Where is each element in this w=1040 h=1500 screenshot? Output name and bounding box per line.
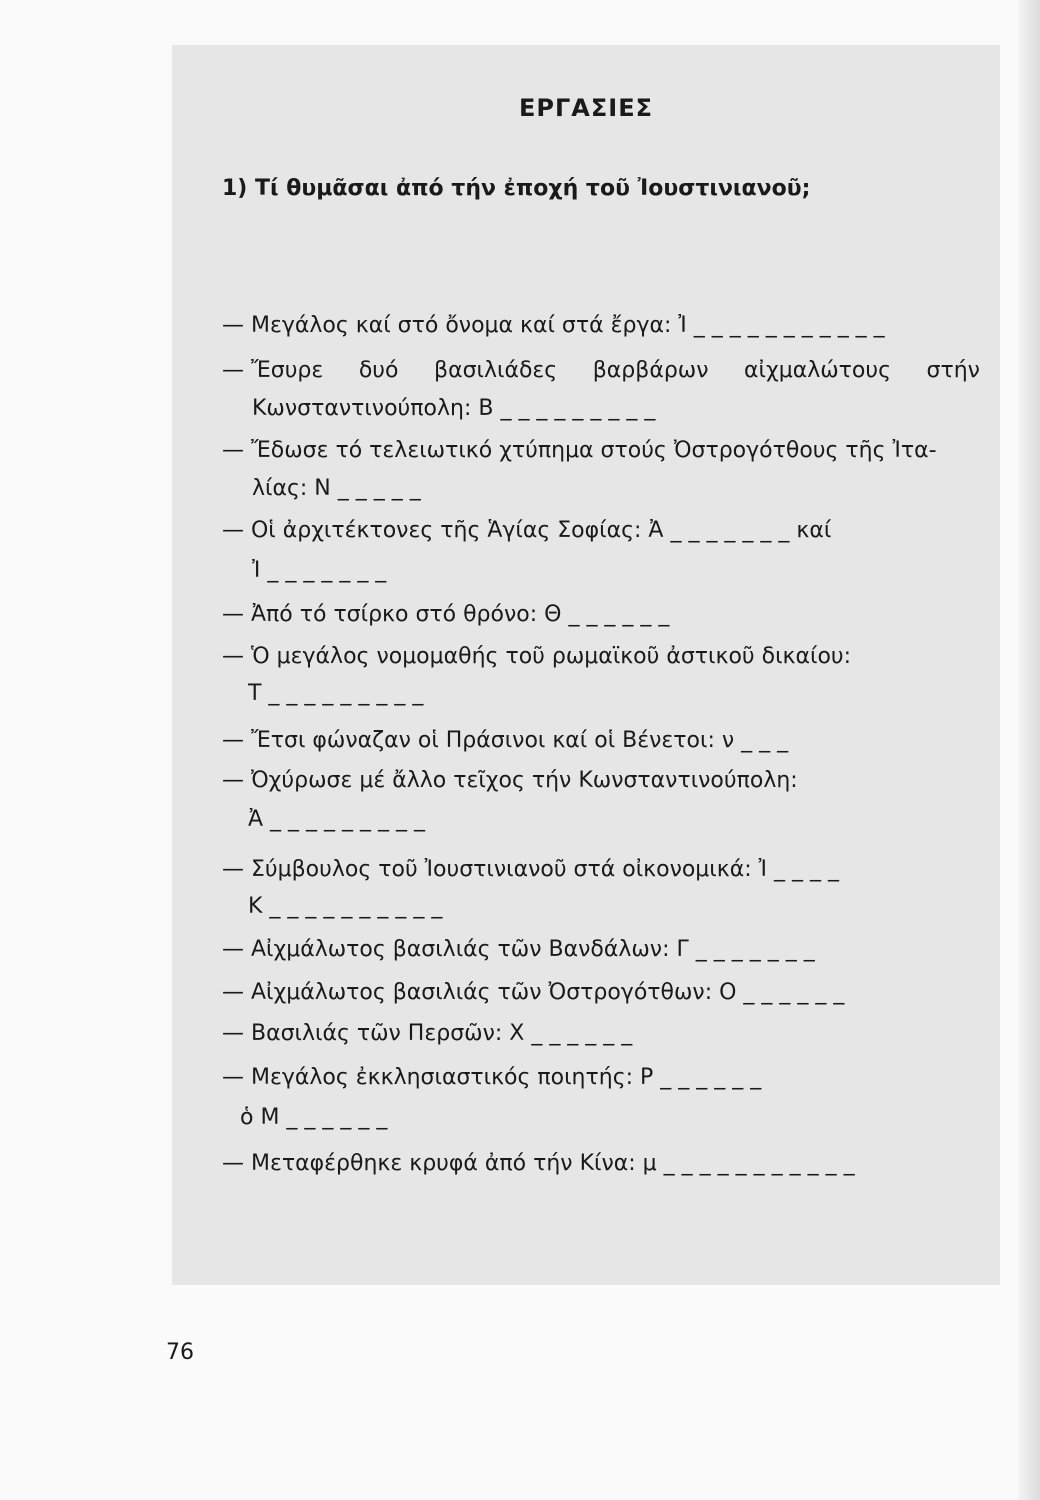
question-heading: 1) Τί θυμᾶσαι ἀπό τήν ἐποχή τοῦ Ἰουστινιανοῦ; [222, 176, 811, 201]
exercise-line-justified [222, 357, 980, 385]
exercise-line: Ἀ _ _ _ _ _ _ _ _ _ [248, 807, 425, 832]
exercise-line: ὁ Μ _ _ _ _ _ _ [240, 1105, 388, 1130]
exercise-line: — Ὀχύρωσε μέ ἄλλο τεῖχος τήν Κωνσταντινούπολη: [222, 768, 798, 793]
exercise-line: — Μεταφέρθηκε κρυφά ἀπό τήν Κίνα: μ _ _ _ _ _ _ _ _ _ _ _ [222, 1151, 855, 1176]
page-number: 76 [166, 1340, 194, 1365]
word: αἰχμαλώτους [744, 358, 891, 383]
exercise-line: — Ἀπό τό τσίρκο στό θρόνο: Θ _ _ _ _ _ _ [222, 602, 670, 627]
exercise-line: — Οἱ ἀρχιτέκτονες τῆς Ἁγίας Σοφίας: Ἀ _ _ _ _ _ _ _ καί [222, 518, 832, 543]
exercise-line: λίας: Ν _ _ _ _ _ [252, 476, 421, 501]
exercise-line: — Ὁ μεγάλος νομομαθής τοῦ ρωμαϊκοῦ ἀστικοῦ δικαίου: [222, 644, 852, 669]
page-title: ΕΡΓΑΣΙΕΣ [519, 94, 653, 122]
exercise-line: — Βασιλιάς τῶν Περσῶν: Χ _ _ _ _ _ _ [222, 1021, 633, 1046]
word: — Ἔσυρε [222, 358, 324, 383]
exercise-line: — Μεγάλος ἐκκλησιαστικός ποιητής: Ρ _ _ _ _ _ _ [222, 1065, 762, 1090]
exercise-line: — Μεγάλος καί στό ὄνομα καί στά ἔργα: Ἰ _ _ _ _ _ _ _ _ _ _ _ [222, 313, 885, 338]
exercise-line: — Ἔδωσε τό τελειωτικό χτύπημα στούς Ὀστρογότθους τῆς Ἰτα- [222, 438, 937, 463]
page-edge [1018, 0, 1040, 1500]
exercise-line: Κ _ _ _ _ _ _ _ _ _ _ [248, 894, 443, 919]
word: βαρβάρων [592, 358, 709, 383]
exercise-line: Τ _ _ _ _ _ _ _ _ _ [248, 681, 424, 706]
exercise-line: Ἰ _ _ _ _ _ _ _ [252, 558, 387, 583]
exercise-line: — Αἰχμάλωτος βασιλιάς τῶν Ὀστρογότθων: Ο _ _ _ _ _ _ [222, 980, 845, 1005]
word: δυό [358, 358, 399, 383]
exercise-line: Κωνσταντινούπολη: Β _ _ _ _ _ _ _ _ _ [252, 396, 656, 421]
exercise-line: — Αἰχμάλωτος βασιλιάς τῶν Βανδάλων: Γ _ _ _ _ _ _ _ [222, 937, 815, 962]
word: βασιλιάδες [434, 358, 558, 383]
exercise-line: — Σύμβουλος τοῦ Ἰουστινιανοῦ στά οἰκονομικά: Ἰ _ _ _ _ [222, 857, 839, 882]
page-title-container [172, 94, 1000, 122]
exercise-line: — Ἔτσι φώναζαν οἱ Πράσινοι καί οἱ Βένετοι: ν _ _ _ [222, 728, 789, 753]
word: στήν [926, 358, 980, 383]
